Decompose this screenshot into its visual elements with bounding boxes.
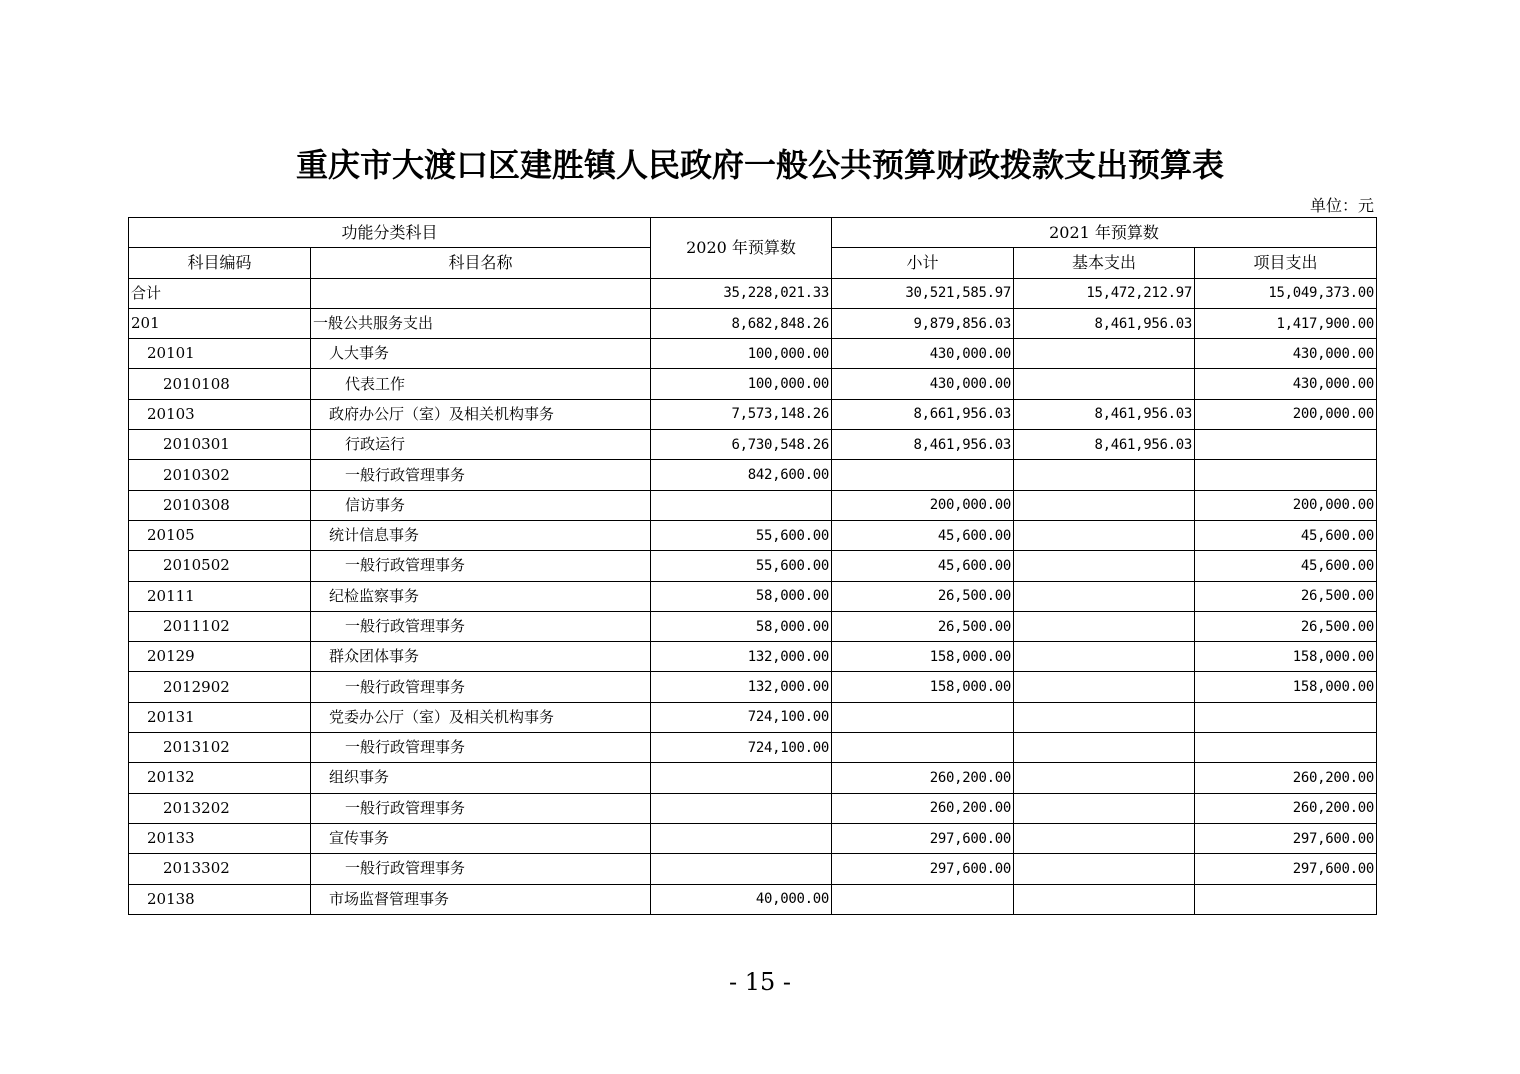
cell-basic — [1014, 339, 1195, 369]
cell-project: 1,417,900.00 — [1195, 308, 1377, 338]
cell-budget-2020: 35,228,021.33 — [651, 278, 832, 308]
table-row — [129, 823, 1377, 853]
cell-basic — [1014, 642, 1195, 672]
cell-budget-2020: 132,000.00 — [651, 642, 832, 672]
cell-name: 纪检监察事务 — [311, 581, 651, 611]
table-row — [129, 733, 1377, 763]
cell-code: 20111 — [129, 581, 311, 611]
cell-code: 20131 — [129, 702, 311, 732]
cell-budget-2020: 724,100.00 — [651, 702, 832, 732]
cell-name: 一般行政管理事务 — [311, 854, 651, 884]
cell-basic — [1014, 854, 1195, 884]
cell-code: 2012902 — [129, 672, 311, 702]
table-row — [129, 490, 1377, 520]
cell-name: 党委办公厅（室）及相关机构事务 — [311, 702, 651, 732]
cell-project: 200,000.00 — [1195, 490, 1377, 520]
cell-budget-2020 — [651, 793, 832, 823]
cell-subtotal: 297,600.00 — [832, 854, 1014, 884]
cell-subtotal: 158,000.00 — [832, 642, 1014, 672]
cell-code: 20105 — [129, 520, 311, 550]
cell-name: 一般公共服务支出 — [311, 308, 651, 338]
cell-project — [1195, 702, 1377, 732]
cell-name: 一般行政管理事务 — [311, 672, 651, 702]
cell-basic — [1014, 369, 1195, 399]
cell-subtotal: 8,461,956.03 — [832, 430, 1014, 460]
cell-basic — [1014, 672, 1195, 702]
cell-budget-2020 — [651, 490, 832, 520]
cell-budget-2020: 40,000.00 — [651, 884, 832, 914]
cell-name: 一般行政管理事务 — [311, 733, 651, 763]
cell-basic — [1014, 460, 1195, 490]
cell-name: 行政运行 — [311, 430, 651, 460]
cell-code: 2010502 — [129, 551, 311, 581]
cell-name: 一般行政管理事务 — [311, 611, 651, 641]
cell-project: 45,600.00 — [1195, 551, 1377, 581]
cell-subtotal — [832, 702, 1014, 732]
cell-subtotal: 260,200.00 — [832, 793, 1014, 823]
cell-budget-2020 — [651, 763, 832, 793]
cell-name: 宣传事务 — [311, 823, 651, 853]
cell-basic — [1014, 551, 1195, 581]
cell-budget-2020: 100,000.00 — [651, 369, 832, 399]
cell-project: 158,000.00 — [1195, 642, 1377, 672]
header-project: 项目支出 — [1195, 248, 1377, 278]
cell-basic: 15,472,212.97 — [1014, 278, 1195, 308]
cell-project — [1195, 733, 1377, 763]
cell-budget-2020: 55,600.00 — [651, 551, 832, 581]
cell-code: 20103 — [129, 399, 311, 429]
cell-project: 297,600.00 — [1195, 854, 1377, 884]
cell-basic — [1014, 581, 1195, 611]
cell-name: 信访事务 — [311, 490, 651, 520]
cell-basic: 8,461,956.03 — [1014, 308, 1195, 338]
table-row — [129, 672, 1377, 702]
cell-code: 合计 — [129, 278, 311, 308]
cell-subtotal: 8,661,956.03 — [832, 399, 1014, 429]
cell-project: 26,500.00 — [1195, 581, 1377, 611]
cell-code: 20138 — [129, 884, 311, 914]
cell-code: 2010302 — [129, 460, 311, 490]
cell-name: 市场监督管理事务 — [311, 884, 651, 914]
cell-subtotal: 26,500.00 — [832, 611, 1014, 641]
header-subtotal: 小计 — [832, 248, 1014, 278]
cell-project: 15,049,373.00 — [1195, 278, 1377, 308]
cell-project: 430,000.00 — [1195, 369, 1377, 399]
table-row — [129, 369, 1377, 399]
cell-budget-2020: 8,682,848.26 — [651, 308, 832, 338]
cell-code: 201 — [129, 308, 311, 338]
cell-subtotal — [832, 733, 1014, 763]
cell-subtotal: 200,000.00 — [832, 490, 1014, 520]
cell-budget-2020: 58,000.00 — [651, 581, 832, 611]
table-row — [129, 308, 1377, 338]
cell-code: 2010108 — [129, 369, 311, 399]
cell-subtotal — [832, 460, 1014, 490]
cell-name: 统计信息事务 — [311, 520, 651, 550]
cell-name: 人大事务 — [311, 339, 651, 369]
table-row — [129, 854, 1377, 884]
cell-budget-2020: 7,573,148.26 — [651, 399, 832, 429]
cell-basic — [1014, 823, 1195, 853]
cell-subtotal — [832, 884, 1014, 914]
table-row — [129, 460, 1377, 490]
cell-budget-2020: 55,600.00 — [651, 520, 832, 550]
cell-code: 2013102 — [129, 733, 311, 763]
table-row — [129, 702, 1377, 732]
cell-budget-2020: 100,000.00 — [651, 339, 832, 369]
cell-subtotal: 430,000.00 — [832, 369, 1014, 399]
cell-code: 20101 — [129, 339, 311, 369]
cell-code: 20129 — [129, 642, 311, 672]
cell-project: 297,600.00 — [1195, 823, 1377, 853]
cell-code: 20133 — [129, 823, 311, 853]
table-row — [129, 884, 1377, 914]
cell-project — [1195, 430, 1377, 460]
cell-code: 2011102 — [129, 611, 311, 641]
page-title: 重庆市大渡口区建胜镇人民政府一般公共预算财政拨款支出预算表 — [295, 146, 1224, 184]
cell-project: 200,000.00 — [1195, 399, 1377, 429]
cell-code: 2010301 — [129, 430, 311, 460]
budget-table — [128, 217, 1377, 915]
cell-basic — [1014, 702, 1195, 732]
table-header — [129, 218, 1377, 279]
cell-subtotal: 45,600.00 — [832, 520, 1014, 550]
cell-basic — [1014, 490, 1195, 520]
cell-project: 260,200.00 — [1195, 763, 1377, 793]
cell-basic — [1014, 520, 1195, 550]
cell-subtotal: 45,600.00 — [832, 551, 1014, 581]
cell-basic — [1014, 733, 1195, 763]
header-budget-2020: 2020 年预算数 — [651, 218, 832, 279]
cell-budget-2020: 724,100.00 — [651, 733, 832, 763]
header-function-class: 功能分类科目 — [129, 218, 651, 248]
cell-project — [1195, 460, 1377, 490]
cell-name: 一般行政管理事务 — [311, 793, 651, 823]
cell-budget-2020: 6,730,548.26 — [651, 430, 832, 460]
cell-name: 政府办公厅（室）及相关机构事务 — [311, 399, 651, 429]
cell-project: 260,200.00 — [1195, 793, 1377, 823]
cell-basic — [1014, 793, 1195, 823]
table-row — [129, 763, 1377, 793]
cell-project: 26,500.00 — [1195, 611, 1377, 641]
cell-name: 一般行政管理事务 — [311, 460, 651, 490]
header-budget-2021: 2021 年预算数 — [832, 218, 1377, 248]
cell-subtotal: 297,600.00 — [832, 823, 1014, 853]
cell-name: 代表工作 — [311, 369, 651, 399]
page-number: - 15 - — [728, 968, 791, 996]
cell-budget-2020 — [651, 823, 832, 853]
table-row — [129, 430, 1377, 460]
header-code: 科目编码 — [129, 248, 311, 278]
cell-project: 158,000.00 — [1195, 672, 1377, 702]
unit-label: 单位：元 — [1309, 196, 1374, 215]
cell-code: 20132 — [129, 763, 311, 793]
table-row — [129, 581, 1377, 611]
table-row — [129, 793, 1377, 823]
table-row — [129, 339, 1377, 369]
cell-basic — [1014, 884, 1195, 914]
table-row — [129, 642, 1377, 672]
cell-project — [1195, 884, 1377, 914]
cell-basic — [1014, 611, 1195, 641]
cell-code: 2013302 — [129, 854, 311, 884]
table-row — [129, 611, 1377, 641]
cell-basic: 8,461,956.03 — [1014, 399, 1195, 429]
table-body — [129, 278, 1377, 914]
table-row — [129, 520, 1377, 550]
cell-name: 一般行政管理事务 — [311, 551, 651, 581]
cell-subtotal: 158,000.00 — [832, 672, 1014, 702]
cell-project: 430,000.00 — [1195, 339, 1377, 369]
cell-budget-2020: 132,000.00 — [651, 672, 832, 702]
cell-name — [311, 278, 651, 308]
cell-name: 组织事务 — [311, 763, 651, 793]
header-name: 科目名称 — [311, 248, 651, 278]
table-row — [129, 399, 1377, 429]
table-row — [129, 551, 1377, 581]
cell-code: 2013202 — [129, 793, 311, 823]
cell-name: 群众团体事务 — [311, 642, 651, 672]
cell-budget-2020 — [651, 854, 832, 884]
cell-subtotal: 26,500.00 — [832, 581, 1014, 611]
cell-budget-2020: 58,000.00 — [651, 611, 832, 641]
cell-project: 45,600.00 — [1195, 520, 1377, 550]
cell-subtotal: 9,879,856.03 — [832, 308, 1014, 338]
cell-subtotal: 430,000.00 — [832, 339, 1014, 369]
table-row — [129, 278, 1377, 308]
cell-code: 2010308 — [129, 490, 311, 520]
cell-subtotal: 260,200.00 — [832, 763, 1014, 793]
cell-basic — [1014, 763, 1195, 793]
header-basic: 基本支出 — [1014, 248, 1195, 278]
cell-budget-2020: 842,600.00 — [651, 460, 832, 490]
cell-basic: 8,461,956.03 — [1014, 430, 1195, 460]
cell-subtotal: 30,521,585.97 — [832, 278, 1014, 308]
